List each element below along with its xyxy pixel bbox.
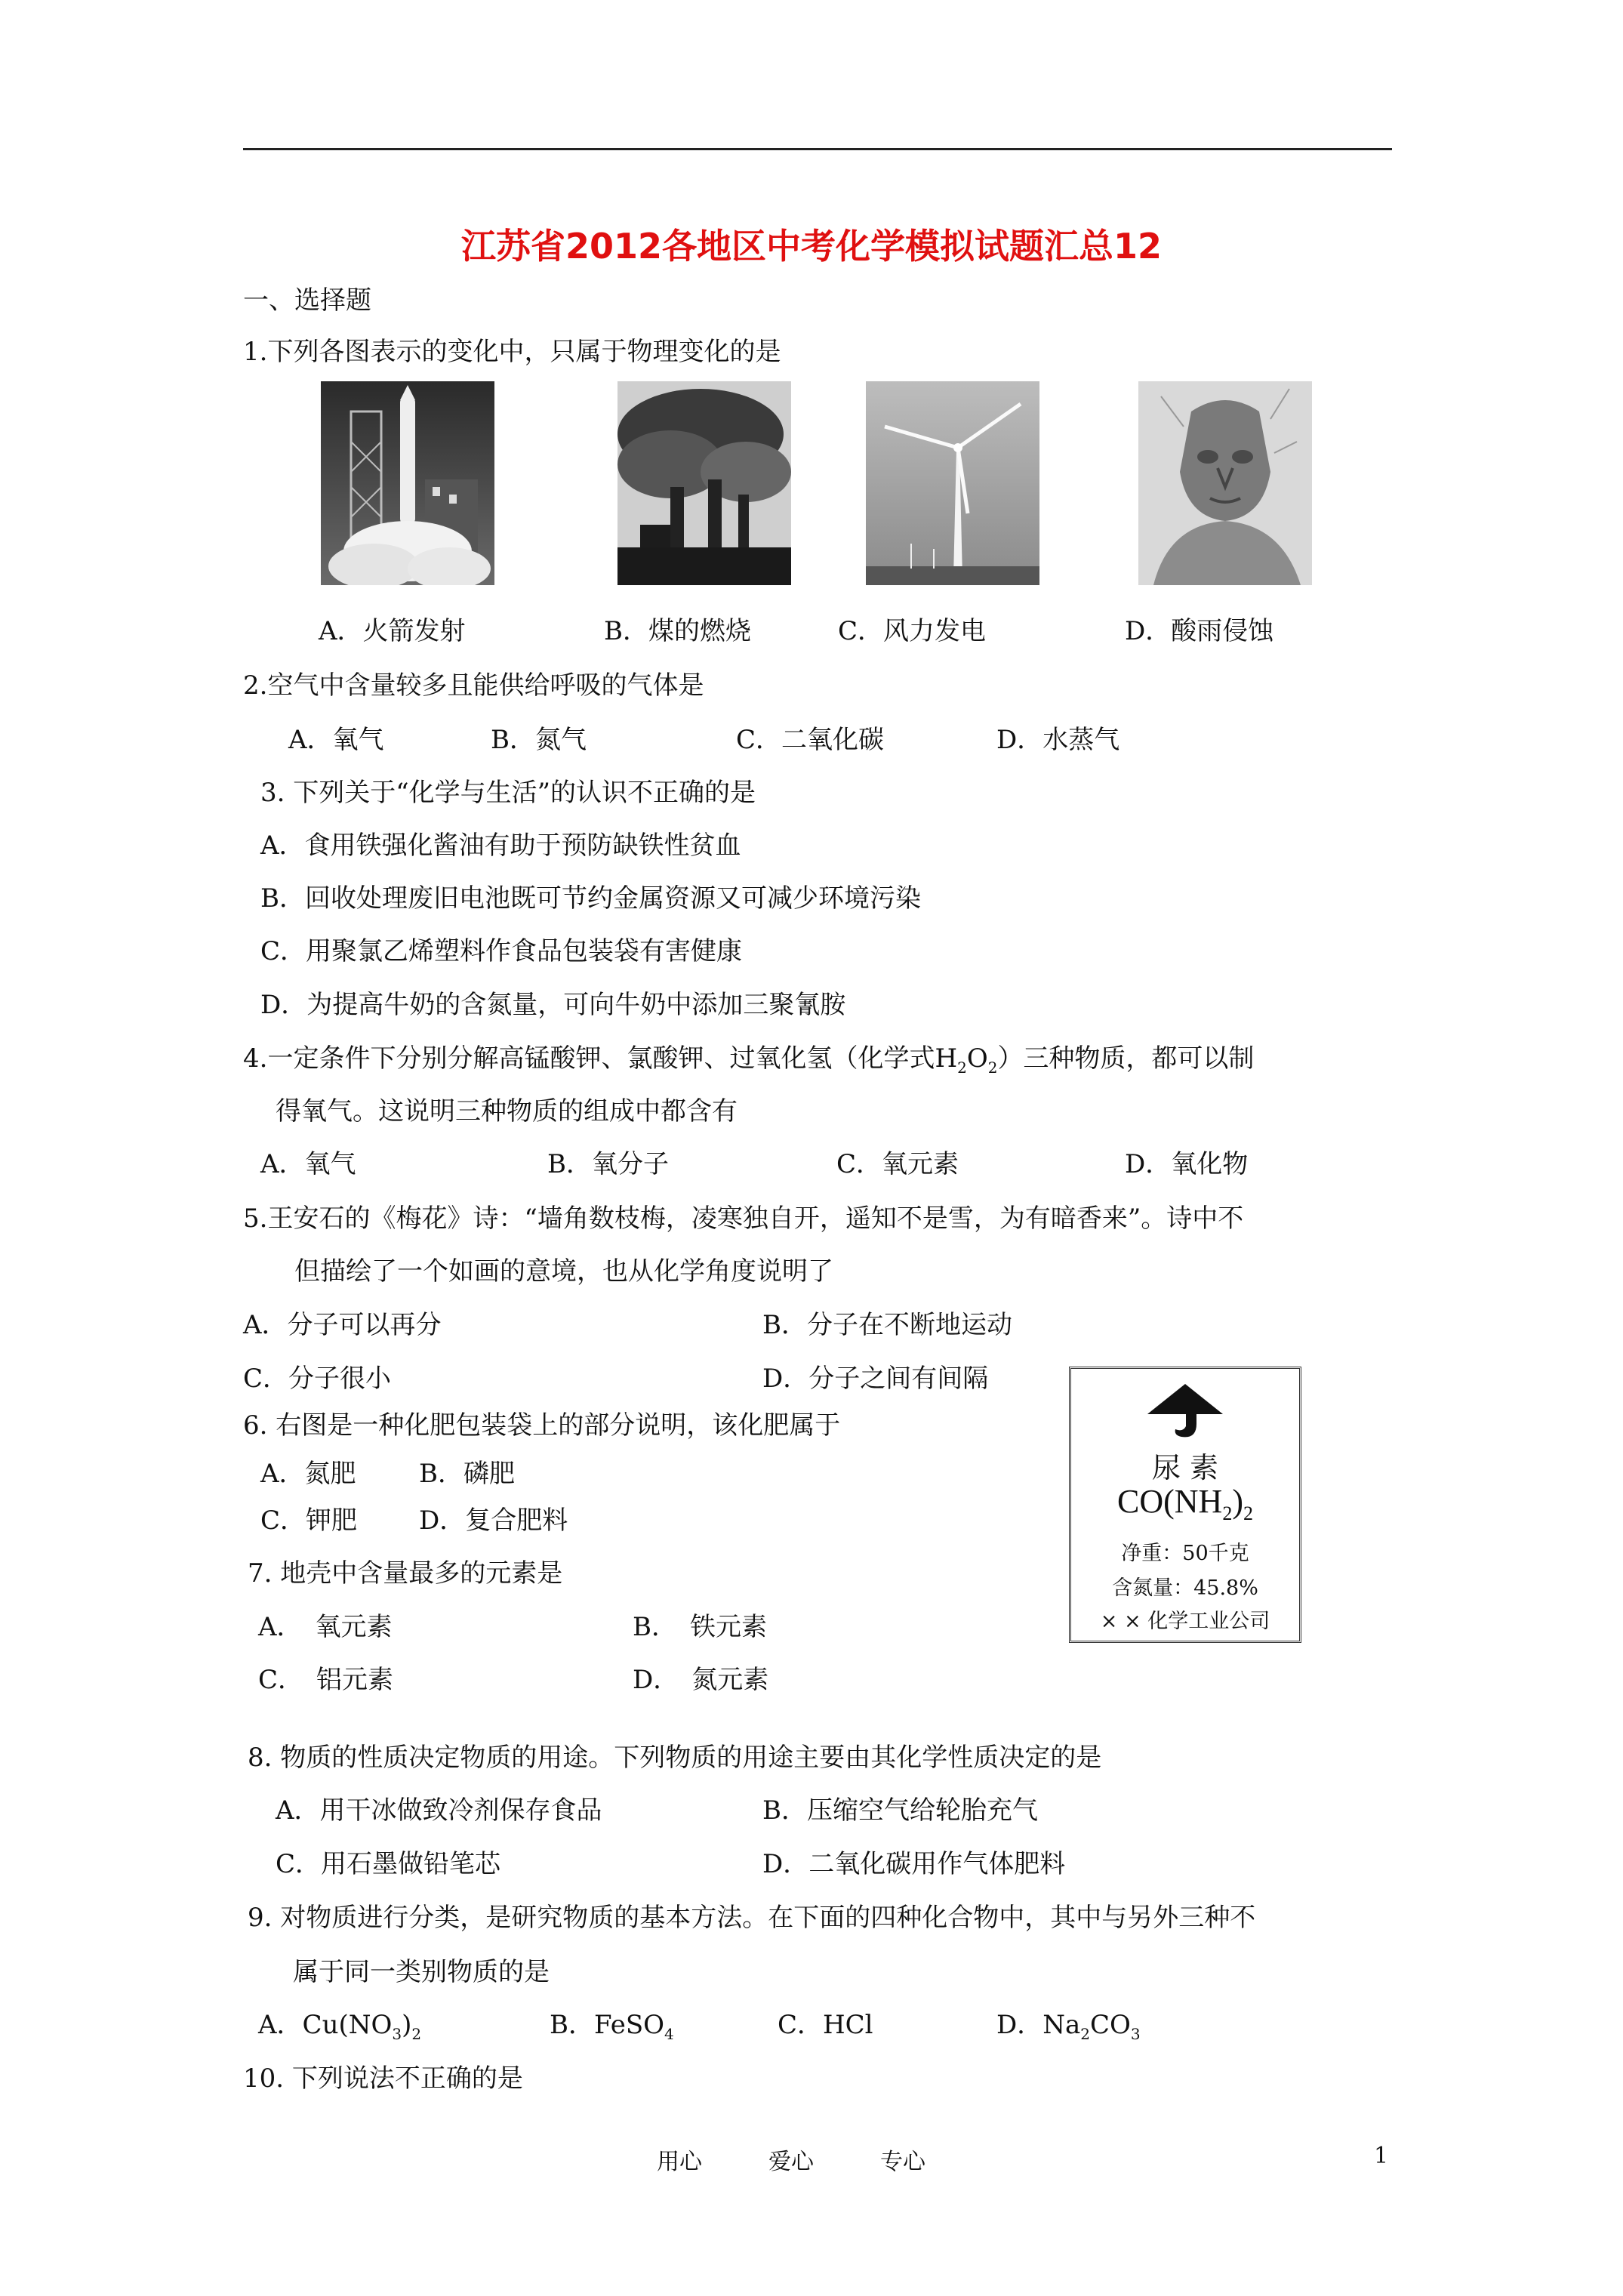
question-5-stem-continued: 但描绘了一个如画的意境，也从化学角度说明了 xyxy=(294,1256,833,1287)
page-title: 江苏省2012各地区中考化学模拟试题汇总12 xyxy=(460,226,1163,267)
fertilizer-logo-icon xyxy=(1144,1382,1227,1443)
acid-rain-erosion-image xyxy=(1138,381,1312,585)
question-6-option-d[interactable]: D．复合肥料 xyxy=(419,1505,568,1536)
question-2-option-b[interactable]: B．氮气 xyxy=(491,725,587,755)
fertilizer-label xyxy=(1069,1367,1301,1643)
question-5-option-d[interactable]: D．分子之间有间隔 xyxy=(762,1364,989,1394)
question-8-option-c[interactable]: C．用石墨做铅笔芯 xyxy=(276,1849,501,1879)
question-3-option-d[interactable]: D．为提高牛奶的含氮量，可向牛奶中添加三聚氰胺 xyxy=(260,990,846,1020)
question-1-option-b[interactable]: B．煤的燃烧 xyxy=(604,616,751,646)
question-6-option-a[interactable]: A．氮肥 xyxy=(260,1459,356,1489)
question-1-option-a[interactable]: A．火箭发射 xyxy=(319,616,466,646)
question-6-stem: 6. 右图是一种化肥包装袋上的部分说明，该化肥属于 xyxy=(243,1410,841,1441)
question-7-option-c[interactable]: C． 铝元素 xyxy=(258,1665,394,1695)
wind-turbine-image xyxy=(866,381,1039,585)
question-9-option-a[interactable]: A．$Cu(NO_3)_2$ xyxy=(258,2010,422,2043)
question-8-option-d[interactable]: D．二氧化碳用作气体肥料 xyxy=(762,1849,1066,1879)
question-2-option-d[interactable]: D．水蒸气 xyxy=(996,725,1120,755)
question-10-stem: 10. 下列说法不正确的是 xyxy=(243,2063,523,2094)
question-9-option-b[interactable]: B．FeSO$_4$ xyxy=(550,2010,674,2043)
question-5-option-b[interactable]: B．分子在不断地运动 xyxy=(762,1310,1012,1340)
footer-slogan-2: 爱心 xyxy=(768,2149,814,2175)
fertilizer-nitrogen-content: 含氮量：45.8% xyxy=(1112,1576,1258,1600)
question-3-stem: 3. 下列关于“化学与生活”的认识不正确的是 xyxy=(260,778,756,808)
question-9-option-d[interactable]: D．$Na_2CO_3$ xyxy=(996,2010,1141,2043)
header-rule xyxy=(243,148,1392,150)
question-5-option-a[interactable]: A．分子可以再分 xyxy=(243,1310,442,1340)
question-5-option-c[interactable]: C．分子很小 xyxy=(243,1364,392,1394)
question-9-option-c[interactable]: C．HCl xyxy=(778,2010,873,2040)
question-3-option-c[interactable]: C．用聚氯乙烯塑料作食品包装袋有害健康 xyxy=(260,936,743,966)
fertilizer-net-weight: 净重：50千克 xyxy=(1121,1542,1249,1565)
question-7-option-b[interactable]: B． 铁元素 xyxy=(633,1612,767,1642)
question-2-option-c[interactable]: C．二氧化碳 xyxy=(736,725,885,755)
question-4-option-d[interactable]: D．氧化物 xyxy=(1125,1149,1249,1179)
coal-burning-image xyxy=(617,381,791,585)
question-7-option-a[interactable]: A． 氧元素 xyxy=(258,1612,393,1642)
question-5-stem: 5.王安石的《梅花》诗：“墙角数枝梅，凌寒独自开，遥知不是雪，为有暗香来”。诗中不 xyxy=(243,1203,1244,1234)
question-9-stem-continued: 属于同一类别物质的是 xyxy=(293,1957,550,1987)
footer-slogan-3: 专心 xyxy=(880,2149,925,2175)
question-3-option-b[interactable]: B．回收处理废旧电池既可节约金属资源又可减少环境污染 xyxy=(260,883,921,914)
question-7-stem: 7. 地壳中含量最多的元素是 xyxy=(248,1558,563,1589)
question-4-option-a[interactable]: A．氧气 xyxy=(260,1149,356,1179)
question-8-option-a[interactable]: A．用干冰做致冷剂保存食品 xyxy=(276,1795,602,1826)
question-2-option-a[interactable]: A．氧气 xyxy=(288,725,384,755)
question-6-option-b[interactable]: B．磷肥 xyxy=(419,1459,515,1489)
question-4-stem-continued: 得氧气。这说明三种物质的组成中都含有 xyxy=(276,1096,738,1126)
question-4-option-c[interactable]: C．氧元素 xyxy=(836,1149,959,1179)
section-heading: 一、选择题 xyxy=(243,285,371,316)
question-8-option-b[interactable]: B．压缩空气给轮胎充气 xyxy=(762,1795,1038,1826)
fertilizer-formula: $CO(NH_2)_2$ xyxy=(1117,1483,1253,1524)
question-1-stem: 1.下列各图表示的变化中，只属于物理变化的是 xyxy=(243,337,781,367)
page-number: 1 xyxy=(1374,2143,1389,2169)
question-6-option-c[interactable]: C．钾肥 xyxy=(260,1505,358,1536)
rocket-launch-image xyxy=(321,381,494,585)
question-4-stem: 4.一定条件下分别分解高锰酸钾、氯酸钾、过氧化氢（化学式$H_2O_2$）三种物质，都可以制 xyxy=(243,1043,1255,1077)
footer-slogan-1: 用心 xyxy=(657,2149,702,2175)
fertilizer-company: × × 化学工业公司 xyxy=(1100,1610,1270,1633)
fertilizer-name: 尿 素 xyxy=(1151,1451,1219,1484)
question-1-option-d[interactable]: D．酸雨侵蚀 xyxy=(1125,616,1274,646)
question-1-option-c[interactable]: C．风力发电 xyxy=(838,616,987,646)
question-2-stem: 2.空气中含量较多且能供给呼吸的气体是 xyxy=(243,670,704,701)
question-7-option-d[interactable]: D． 氮元素 xyxy=(633,1665,769,1695)
question-8-stem: 8. 物质的性质决定物质的用途。下列物质的用途主要由其化学性质决定的是 xyxy=(248,1743,1102,1773)
question-9-stem: 9. 对物质进行分类，是研究物质的基本方法。在下面的四种化合物中，其中与另外三种不 xyxy=(248,1903,1256,1933)
question-3-option-a[interactable]: A．食用铁强化酱油有助于预防缺铁性贫血 xyxy=(260,831,741,861)
question-4-option-b[interactable]: B．氧分子 xyxy=(547,1149,669,1179)
